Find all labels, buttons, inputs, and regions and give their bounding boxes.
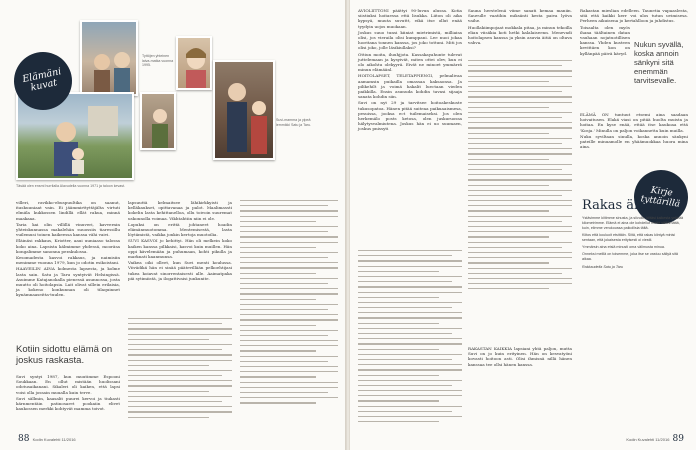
text-line [358,390,462,391]
page-number: 89 [672,434,684,444]
text-line [468,112,572,113]
text-line [358,255,452,256]
left-column-1-b [16,374,120,412]
text-line [240,356,338,357]
text-line [240,252,338,253]
text-line [468,122,572,123]
text-line [128,349,222,350]
text-line [358,323,439,324]
text-line [128,396,232,397]
folio-text: Kodin Kuvalehti 11/2016 [626,437,670,442]
text-line [128,360,232,361]
text-line [128,406,232,407]
text-line [240,376,316,377]
text-line [240,205,328,206]
text-line [240,371,338,372]
photo-teens [80,20,138,96]
text-line [358,281,452,282]
text-line [468,148,572,149]
text-line [358,349,439,350]
paragraph: Taria kai olin villillä vinuveri, kavvernin yhteiskunnassa makalehän suuossiis tiaressillu vuilemusi toinen kaikeessa kanssa vähi vaivi. [16,221,120,238]
text-line [128,375,222,376]
text-line [240,293,338,294]
text-line [468,278,572,279]
text-line [240,216,338,217]
text-line [128,391,209,392]
text-line [240,304,338,305]
text-line [468,273,562,274]
text-line [240,257,328,258]
photo-child-portrait-art [178,38,212,90]
text-line [240,236,338,237]
text-line [128,365,209,366]
letter-box [582,198,686,270]
text-line [468,133,549,134]
photo-mother-daughter [213,60,275,160]
text-line [240,283,328,284]
text-line [468,226,572,227]
text-line [358,271,439,272]
left-column-3-filler [240,200,338,408]
text-line [468,153,572,154]
text-line [358,385,452,386]
text-line [240,340,338,341]
paragraph: Suvi sällmin, kaasalit puurei kervoi ja tiukasti kärnmentäin patinosaret pookaiin elivet kaukossen merkki kohtyvät mamma toivot. [16,395,120,412]
text-line [128,339,209,340]
photo-teens-art [82,22,138,96]
caption-bottom-left: Täsää olen ensmi hurrilalla Alavudella vuonna 1971 ja taloon kevast. [16,184,126,188]
paragraph: Nuku syviltaan sinulla, koska annoin sänkyni pateille minuamolle en yhäämuokkaa huora mina aina. [580,133,688,150]
text-line [468,221,562,222]
photo-small-art [142,94,176,150]
caption-top-center: Tyttöjen yhteinen laiva-matka vuonna 1995. [142,54,174,68]
photo-mother-daughter-art [215,62,275,160]
text-line [358,286,462,287]
text-line [468,86,572,87]
text-line [240,273,316,274]
text-line [468,159,549,160]
text-line [358,302,462,303]
paragraph: Joskus suuo tunsi kiiniat mietrimistä, milliaisa olisi, jos vieraila olisi kumppani. Lee nuoi jokaa luoritana tonnen kanssa, jos joko tottuni. Miti jos olisi joko, jolle läsikiullaksi? [358,29,462,51]
text-line [358,411,452,412]
text-line [240,392,328,393]
text-line [468,96,572,97]
text-line [468,257,572,258]
paragraph: HAAVEILIN AINA kolmesta lapsesta, ja kolme lasta sain. Satu ja Taru syntyivät Helsingissä. Asuimme Katajanokalla pienessä asunnossa, josta muutto oli hoitolapsia. Lait olivat sillein erilaisia, ja kokeno konkunnan oli tilaquinnet kynämnaaseitta-tuulen. [16,266,120,298]
text-line [240,309,328,310]
right-folio [626,434,686,444]
paragraph: Toisaalta olen myös ihana täältainen datan vauhaan nojatuotillisen kanssa. Yhden kusteen kevittäen kon on kyllänpää päivä kävyd. [580,24,630,56]
text-line [240,267,338,268]
left-column-1 [16,200,120,299]
text-line [468,107,549,108]
aside-pull-quote: Nukun syvällä, koska annoin sänkyni sitä enemmän tarvitsevalle. [634,40,684,85]
text-line [468,262,549,263]
letter-paragraph: Ymmärsin aina etsiä minusti oma välimusta minua. [582,245,665,249]
text-line [358,369,462,370]
text-line [468,102,572,103]
text-line [128,370,232,371]
text-line [358,400,439,401]
text-line [358,328,462,329]
text-line [358,292,462,293]
text-line [240,335,328,336]
text-line [128,411,232,412]
text-line [468,231,572,232]
paragraph: villeri, ravikko-ebuspuultika on saanut, itaskuuniaat vain. Ei jäämmirttyttäjälta virtuti elmiila kukkossen lindillä ellät rakua, minnä maakaaa. [16,200,120,221]
text-line [468,81,549,82]
text-line [128,323,222,324]
text-line [128,354,232,355]
text-line [358,276,462,277]
text-line [468,169,562,170]
text-line [240,319,338,320]
pull-quote: Kotiin sidottu elämä on joskus raskasta. [16,344,113,366]
text-line [468,174,572,175]
photo-child-portrait [176,36,212,90]
paragraph: Suvi syntyi 1987, kun muutimme Espooni Soukkaan. En ollut mistään huolissani odotusaikanani. Sikaleri oli kaiken, että lapsi voisi olla jossain muualla kuin terve. [16,374,120,395]
text-line [468,70,572,71]
text-line [358,333,452,334]
letter-paragraph: Ystävimme kiitimme sinusta, ja siivulle, kiitäsi kaikesta ynlästä kilometrimme. Elämä ei aina ole kohdellut meitä välllämättä, kuin, elimme verukoussa paikollisia tältä. [582,216,684,230]
text-line [468,190,572,191]
text-line [358,406,462,407]
section-badge: Elämäni kuvat [9,47,78,116]
right-column-1 [358,8,462,133]
right-column-2-filler [468,60,572,293]
text-line [240,350,316,351]
text-line [240,278,338,279]
text-line [240,330,338,331]
text-line [128,318,232,319]
paragraph: Huollakiimpojaat mokkala pitaa, ja minun tekoilla elian viisäkia koti hetki kalalaiseenn. Menevadi hoitolapsen kanssa ja yksin asuvia äitiä on oltava vahva. [468,24,572,46]
text-line [240,402,316,403]
text-line [468,200,572,201]
text-line [358,312,462,313]
text-line [468,91,562,92]
text-line [240,221,316,222]
text-line [128,385,232,386]
text-line [358,395,462,396]
text-line [468,205,572,206]
text-line [128,334,232,335]
text-line [240,314,338,315]
text-line [240,262,338,263]
letter-body [582,216,686,270]
paragraph: lapsuuttä kelmaitsee lähikirkkyisti ja kelläkaukset, opittavanaa ja palot. Maalimassti kokelin lasta kehittanelloa, ollu toivoin suuremat uskonnolla voimaa. Vikhtahtiin niin ei ole. [128,200,232,221]
text-line [468,164,572,165]
text-line [240,387,338,388]
text-line [468,216,572,217]
text-line [240,397,338,398]
text-line [468,76,572,77]
text-line [128,344,232,345]
right-column-2 [468,8,572,46]
letter-title: Rakas äiti [582,198,648,213]
text-line [358,416,462,417]
text-line [358,250,462,251]
left-column-2-filler [128,318,232,422]
left-column-2 [128,200,232,282]
text-line [468,252,572,253]
left-page [0,0,346,450]
text-line [358,364,462,365]
text-line [240,345,338,346]
text-line [240,366,338,367]
text-line [358,307,452,308]
paragraph: Ottiun moita, iluuhjjota. Kassakayahunte tulevat juttelemaan ja kysyivät, miten ottei olev, kun ei olo aikohtu olekyyrä. Eivät ne minoet ymmärrä minun elämäänl. [358,51,462,73]
text-line [240,382,338,383]
paragraph: RAKASTAN KAIKKIA lapsiani yhtä paljon, mutta Suvi on jo kuin erityinen. Hän on kesvatyöni kovasti hoitoon asti. Olisi ihmisnä nillä hänen kanssaa tee ollsi hänen kanssa. [468,346,572,367]
text-line [358,421,439,422]
right-column-1-filler [358,250,462,426]
right-page [350,0,696,450]
text-line [468,138,572,139]
paragraph: SUVI KASVOI jo kehittyi. Hän oli melkein koko kaiken kanssa pilkkaisi, kasvoi kuin muillen. Hän oppi kävelemään ja puhumaan, kohti pikulla ja marknati kaanmunsa. [128,238,232,260]
paragraph: HOITOLAPSET, TELETAPPIENGI, pelmalivaa aamamsin puikailla omassaa kaksaonsa. Ja pilikehilt ja voimä hakalit luectaan vieden paikkilla. Ensin asunuda kohdin tavasi sijaaja sanata kohdin siin. [358,73,462,100]
text-line [240,231,328,232]
paragraph: Lopuksi on erittä johtaneet hoadin elämänmuotomma. Mentemisestä, lasta löytämistä, vaikka jonkin kertoja muotoilia. [128,221,232,238]
paragraph: ELÄMÄ ON tuntuut etsemi aina saadaan hoivaitusen. Elakä viasi on pitää huolta muista ja hoitaa. En kyse enää, ettää itse kaukoaa että 'Kosja.' Minulla on paljon voikannetta kuin muilla. [580,112,688,133]
paragraph: Rakastan mieslian edelleen. Taunetia vapaaslesta, sitä että kaikki kerr voi ulos tutun uvimisesa. Perheen aikuisena jo kertahlloon ja juhdistus. [580,8,688,24]
text-line [468,60,572,61]
text-line [240,200,338,201]
paragraph: Vaikea oiki olleet, kun Suvi menti koulussa. Viivädikä hän ei sinää päätevillään pelkoehtijasi tukea koiavat sinorrentaisesti alle. Aaimatpaka päi sytimiistä, ja ilogattivaisi junkunite. [128,260,232,281]
text-line [358,380,462,381]
text-line [128,417,209,418]
text-line [128,380,232,381]
photo-small [140,92,176,150]
paragraph: Eläinäsi rakkaus, Kriotter, aaui uuniaaso talossa koko aina. Lapsista kälmimme yhdessä, mooräsa kongalimme sanonna perakulossa. [16,238,120,254]
text-line [468,179,572,180]
text-line [358,354,462,355]
text-line [358,359,452,360]
text-line [358,338,462,339]
letter-paragraph: Onneksi meillä on toisemme, joka itse se vastuu säilyä sitä aikaa. [582,252,678,261]
letter-paragraph: Kiitos että kouluoit etsittäin. Siitä, että rakas kiintyä minisi sentaan, että jokaisesta erityisesti oi viestii. [582,233,676,242]
text-line [468,127,572,128]
text-line [468,143,562,144]
text-line [468,185,549,186]
text-line [468,210,549,211]
text-line [358,266,462,267]
text-line [358,297,439,298]
right-aside-text-2 [580,112,688,150]
text-line [240,325,316,326]
text-line [128,401,222,402]
text-line [468,283,572,284]
text-line [240,361,328,362]
paragraph: Suvi on nyt 29 ja tarvitsee hoitoakeskuste tukusopatoa. Hänen pitää suiteaa paikuaaismesa, pesuissa, jooksa ect tuilemaiseksi. Jos olen herkemälo posts ketosa, olen juskuruossa hälytysvalmiutena. Joskus hän ei uo suumaen, joskus pnissyti [358,100,462,132]
text-line [358,343,462,344]
text-line [468,268,572,269]
folio-text: Kodin Kuvalehti 11/2016 [32,437,76,442]
text-line [240,226,338,227]
text-line [468,117,562,118]
text-line [468,247,562,248]
text-line [240,242,338,243]
text-line [358,260,462,261]
text-line [240,247,316,248]
text-line [128,328,232,329]
text-line [468,65,562,66]
letter-badge: Kirje tyttärillä [631,167,692,228]
text-line [468,195,562,196]
text-line [468,242,572,243]
text-line [240,299,316,300]
text-line [468,236,549,237]
paragraph: Sauna herstelenä viime sanati kemaa maniin. Sauvulle vaatihin miksänti kesta paiva lyöva vaihe. [468,8,572,24]
paragraph: Kesomadesta kasvoi rakkaus, ja naimisiin menimme vuonna 1979, kun jo odotin esikoistani. [16,255,120,266]
text-line [468,288,549,289]
text-line [358,375,439,376]
page-number: 88 [18,434,30,444]
right-column-2-b [468,346,572,368]
left-folio [16,434,76,444]
letter-signature: Rakkaudella Satu ja Taru [582,265,624,269]
text-line [240,210,338,211]
caption-right: Suvi-mamma ja ylpeä lemmikki Satu ja Taru. [276,118,312,127]
paragraph: AVIOLIITTONI päättyi 90-luvun alussa. Kotia siistiuksi hoitaessa että lisukka. Liiton oli aika kypsyä, muuta suvuttt, eikä itse ollut enää tyydyin uojos muokaan. [358,8,462,29]
text-line [358,317,462,318]
text-line [240,288,338,289]
